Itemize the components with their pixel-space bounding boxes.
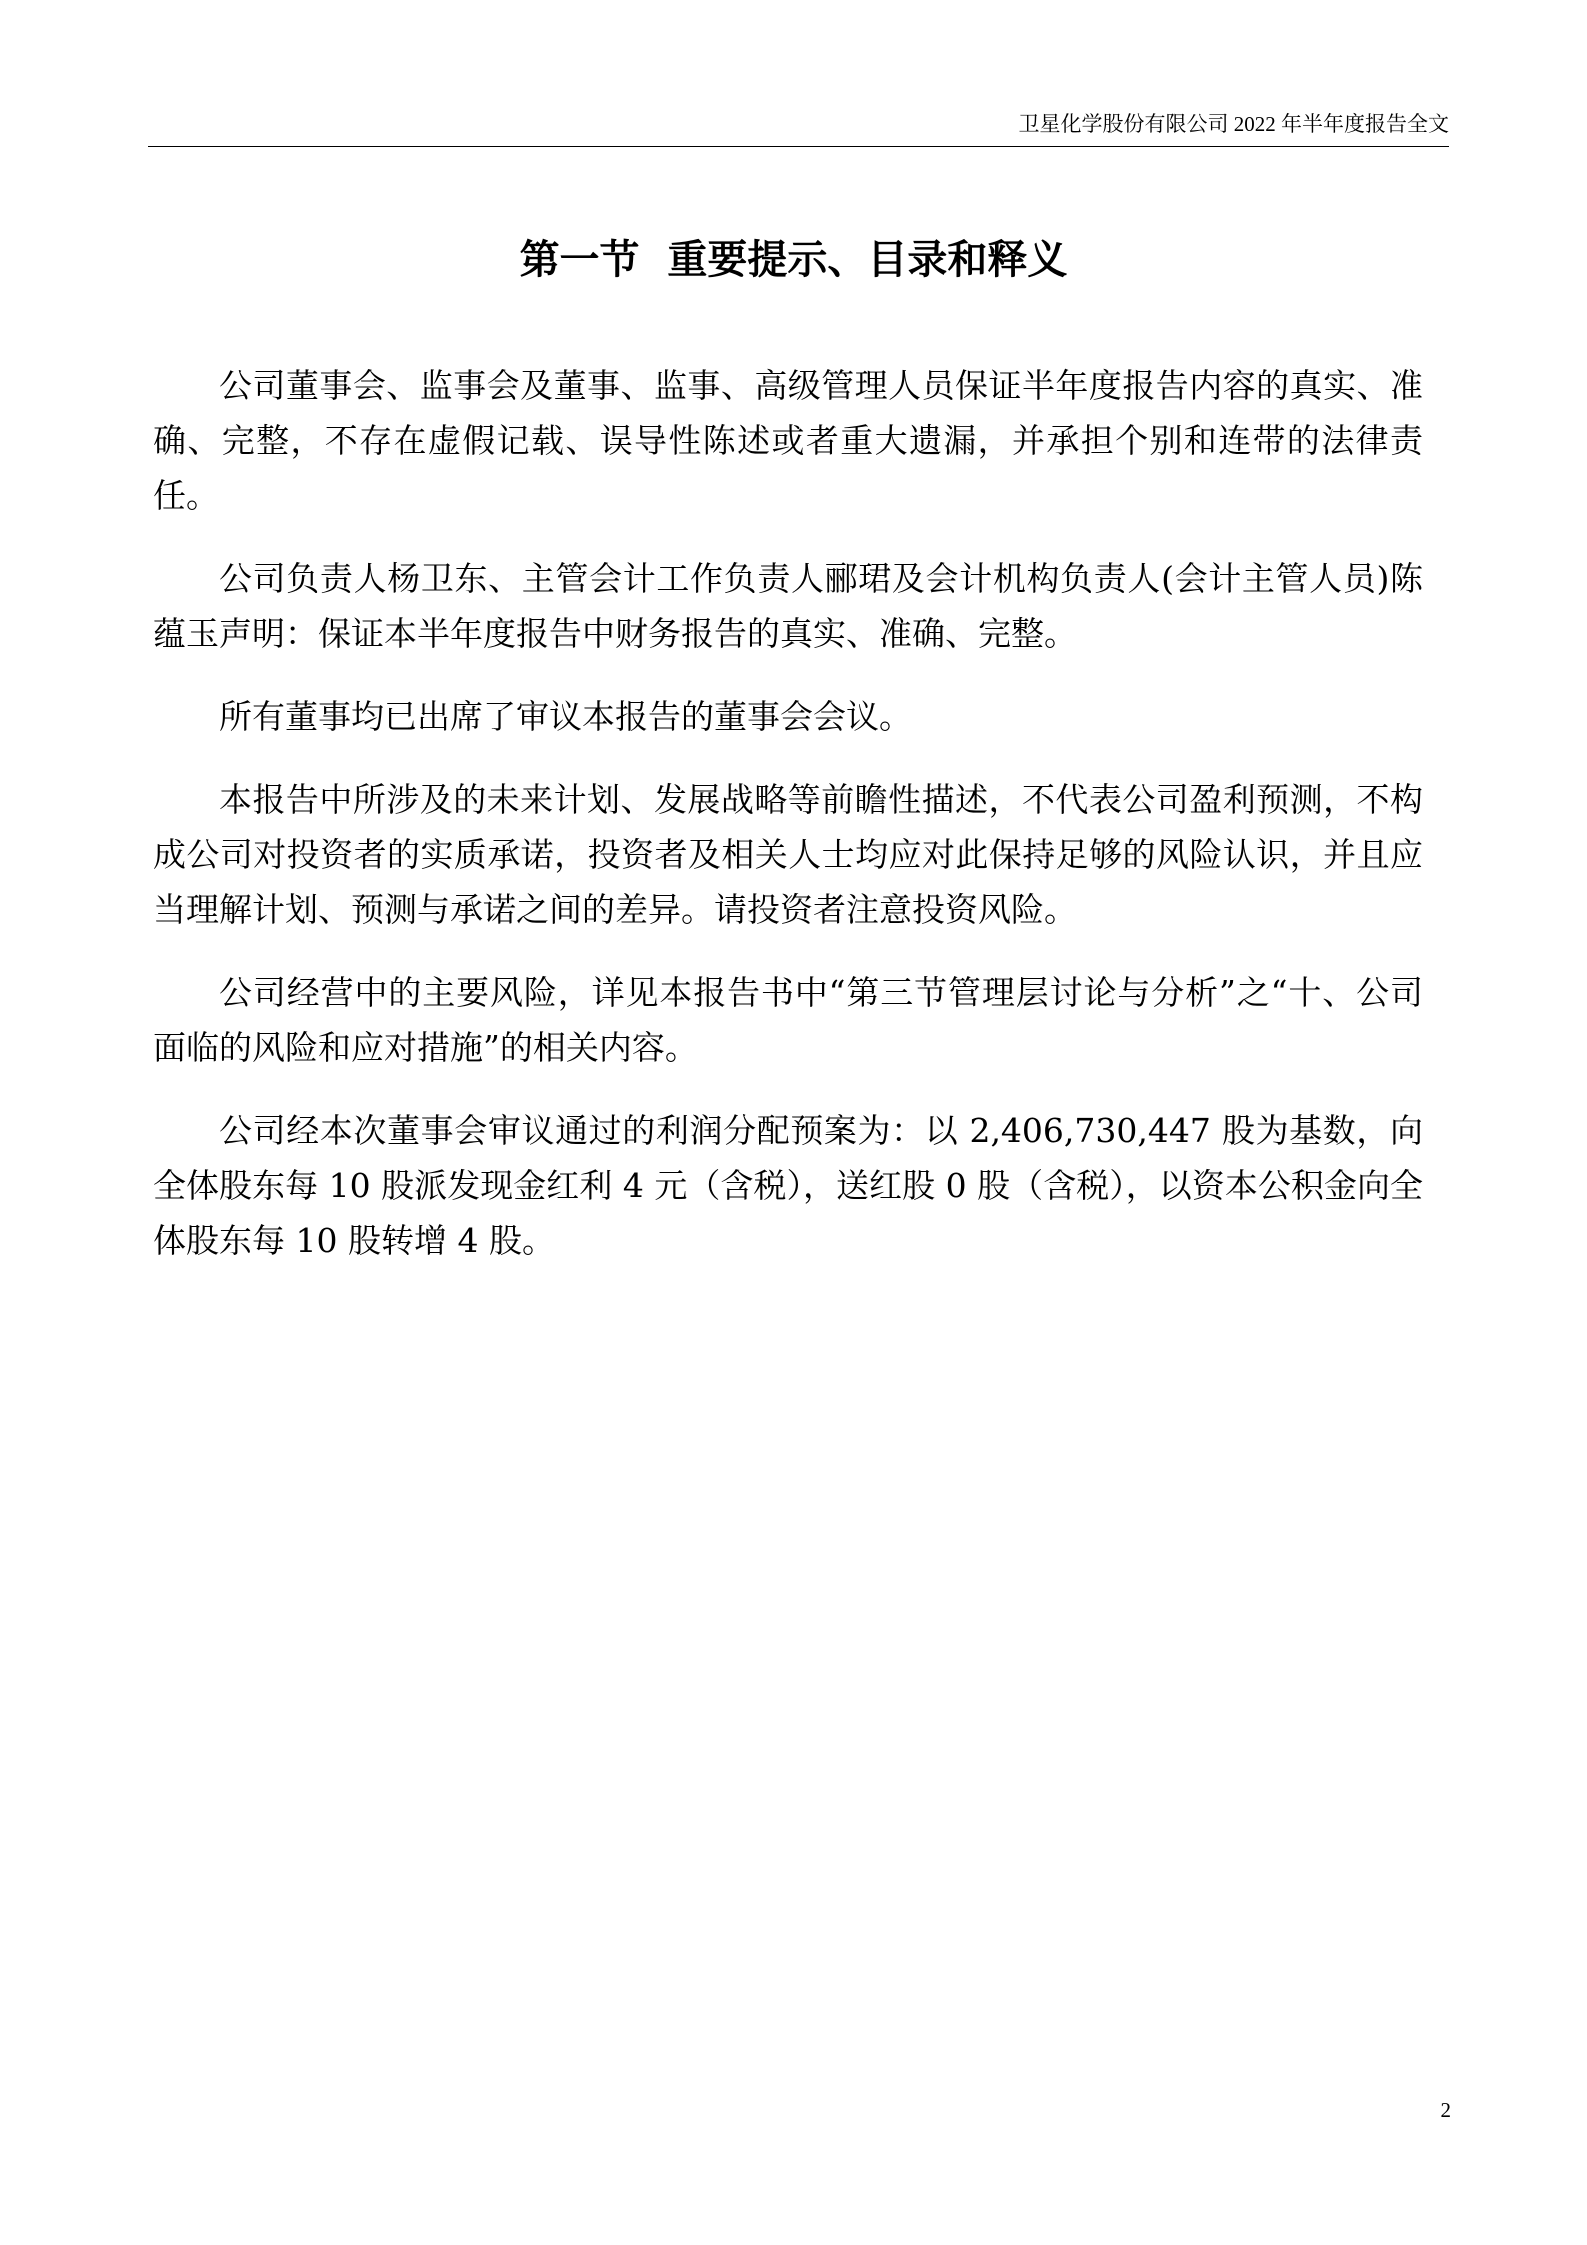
paragraph-main-risks: 公司经营中的主要风险，详见本报告书中“第三节管理层讨论与分析”之“十、公司面临的风险和应对措施”的相关内容。 xyxy=(153,973,1423,1067)
report-header-title: 卫星化学股份有限公司 2022 年半年度报告全文 xyxy=(1018,112,1449,136)
paragraph-responsibility-statement: 公司董事会、监事会及董事、监事、高级管理人员保证半年度报告内容的真实、准确、完整，不存在虚假记载、误导性陈述或者重大遗漏，并承担个别和连带的法律责任。 xyxy=(153,366,1423,515)
document-body xyxy=(153,358,1423,1296)
paragraph-forward-looking-disclaimer: 本报告中所涉及的未来计划、发展战略等前瞻性描述，不代表公司盈利预测，不构成公司对投资者的实质承诺，投资者及相关人士均应对此保持足够的风险认识，并且应当理解计划、预测与承诺之间的差异。请投资者注意投资风险。 xyxy=(153,780,1423,929)
page-number: 2 xyxy=(1440,2098,1451,2122)
section-title: 第一节 重要提示、目录和释义 xyxy=(519,237,1068,283)
paragraph-board-attendance: 所有董事均已出席了审议本报告的董事会会议。 xyxy=(219,697,912,736)
header-divider xyxy=(148,146,1449,147)
paragraph-financial-statement-declaration: 公司负责人杨卫东、主管会计工作负责人郦珺及会计机构负责人(会计主管人员)陈蕴玉声明：保证本半年度报告中财务报告的真实、准确、完整。 xyxy=(153,559,1423,653)
paragraph-profit-distribution: 公司经本次董事会审议通过的利润分配预案为：以 2,406,730,447 股为基数，向全体股东每 10 股派发现金红利 4 元（含税），送红股 0 股（含税），以资本公积金向全体股东每 10 股转增 4 股。 xyxy=(153,1111,1423,1260)
